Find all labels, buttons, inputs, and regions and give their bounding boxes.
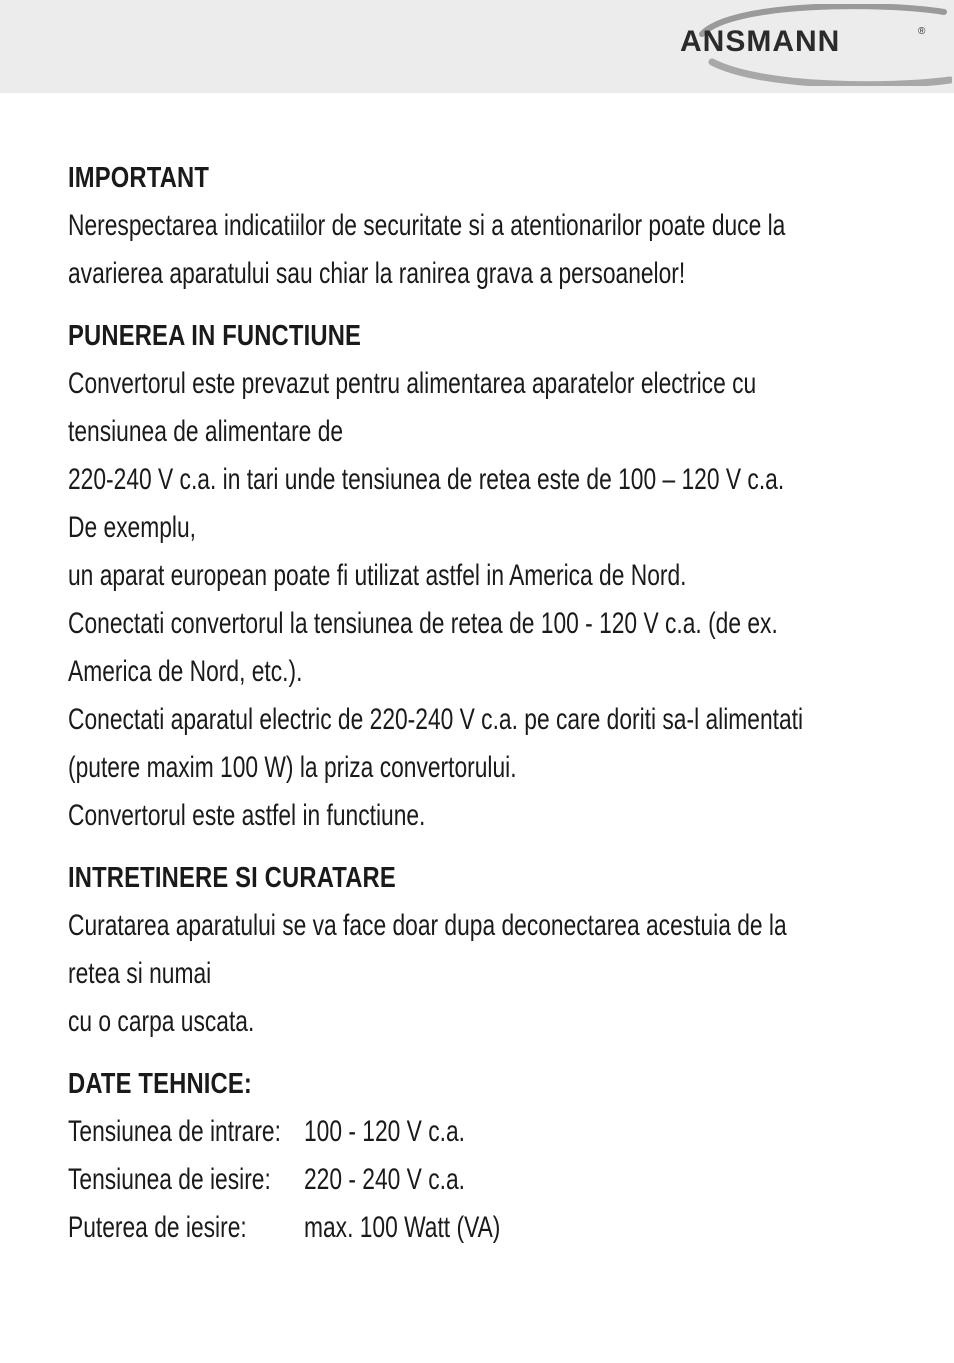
spec-value-output-voltage: 220 - 240 V c.a. — [304, 1163, 465, 1196]
section-title-startup: PUNEREA IN FUNCTIUNE — [68, 320, 362, 352]
maintenance-line-3: cu o carpa uscata. — [68, 1005, 255, 1038]
important-line-1: Nerespectarea indicatiilor de securitate si a atentionarilor poate duce la — [68, 209, 786, 242]
section-title-technical: DATE TEHNICE: — [68, 1068, 253, 1100]
spec-label-output-voltage: Tensiunea de iesire: — [68, 1163, 271, 1196]
startup-line-5: un aparat european poate fi utilizat astfel in America de Nord. — [68, 559, 687, 592]
spec-value-input-voltage: 100 - 120 V c.a. — [304, 1115, 465, 1148]
startup-line-9: (putere maxim 100 W) la priza convertorului. — [68, 751, 517, 784]
section-title-maintenance: INTRETINERE SI CURATARE — [68, 862, 396, 894]
logo-wordmark: ANSMANN — [680, 25, 841, 58]
important-line-2: avarierea aparatului sau chiar la ranirea grava a persoanelor! — [68, 257, 686, 290]
spec-value-output-power: max. 100 Watt (VA) — [304, 1211, 501, 1244]
startup-line-7: America de Nord, etc.). — [68, 655, 303, 688]
spec-label-input-voltage: Tensiunea de intrare: — [68, 1115, 281, 1148]
registered-mark: ® — [918, 26, 926, 37]
spec-label-output-power: Puterea de iesire: — [68, 1211, 247, 1244]
ansmann-logo — [672, 4, 952, 86]
startup-line-2: tensiunea de alimentare de — [68, 415, 344, 448]
section-title-important: IMPORTANT — [68, 162, 210, 194]
startup-line-10: Convertorul este astfel in functiune. — [68, 799, 426, 832]
startup-line-4: De exemplu, — [68, 511, 197, 544]
maintenance-line-2: retea si numai — [68, 957, 212, 990]
startup-line-3: 220-240 V c.a. in tari unde tensiunea de retea este de 100 – 120 V c.a. — [68, 463, 785, 496]
startup-line-8: Conectati aparatul electric de 220-240 V c.a. pe care doriti sa-l alimentati — [68, 703, 804, 736]
startup-line-6: Conectati convertorul la tensiunea de retea de 100 - 120 V c.a. (de ex. — [68, 607, 778, 640]
startup-line-1: Convertorul este prevazut pentru alimentarea aparatelor electrice cu — [68, 367, 757, 400]
maintenance-line-1: Curatarea aparatului se va face doar dupa deconectarea acestuia de la — [68, 909, 787, 942]
